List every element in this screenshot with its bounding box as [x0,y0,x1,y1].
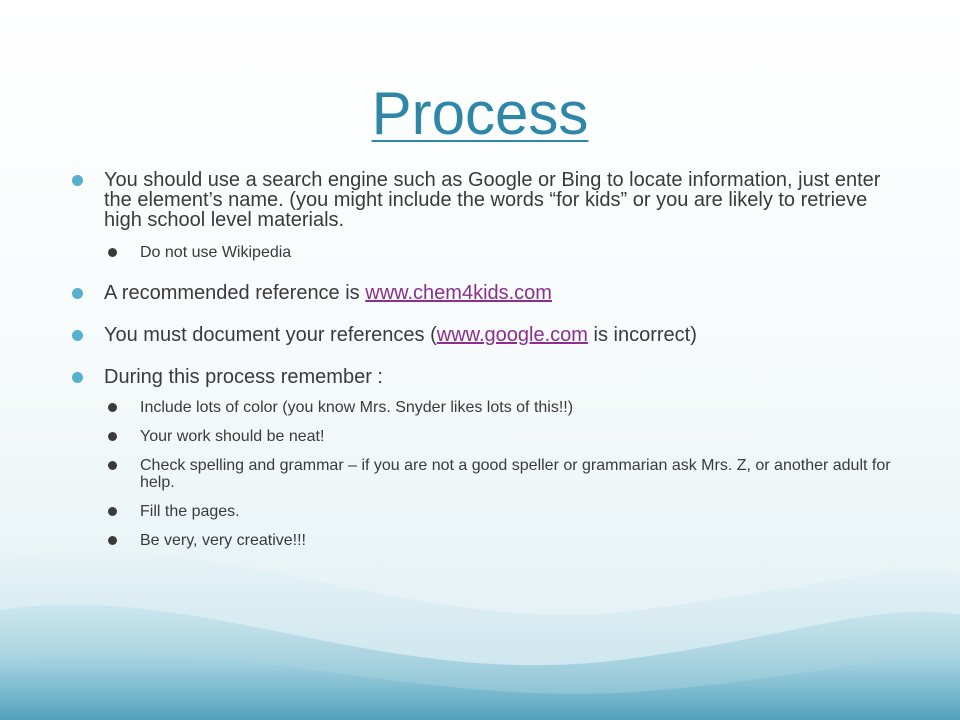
bullet-text: You should use a search engine such as Google or Bing to locate information, just enter the element’s name. (you might include the words “for kids” or you are likely to retrieve high school level materials. [104,169,881,231]
google-link[interactable]: www.google.com [436,324,588,346]
slide-title: Process [371,80,589,147]
sub-bullet-item [104,532,900,549]
sub-bullet-text: Include lots of color (you know Mrs. Snyder likes lots of this!!) [140,399,574,416]
bullet-dot-icon [72,372,83,383]
sub-bullet-list [104,244,900,261]
bullet-dot-icon [72,330,83,341]
bullet-dot-icon [72,288,83,299]
sub-bullet-item [104,457,900,491]
bullet-text: During this process remember : [104,366,383,388]
sub-bullet-item [104,244,900,261]
sub-bullet-list [104,399,900,549]
sub-bullet-text: Your work should be neat! [140,428,325,445]
sub-bullet-text: Do not use Wikipedia [140,244,292,261]
bullet-list [70,170,900,549]
sub-bullet-item [104,503,900,520]
sub-bullet-dot-icon [108,248,117,257]
bullet-text-suffix: is incorrect) [587,324,697,346]
sub-bullet-text: Be very, very creative!!! [140,532,306,549]
bullet-remember [70,367,900,549]
sub-bullet-dot-icon [108,403,117,412]
bullet-dot-icon [72,175,83,186]
sub-bullet-dot-icon [108,432,117,441]
slide-content [70,170,900,561]
bullet-search-engine [70,170,900,261]
bullet-text: You must document your references ( [104,324,437,346]
sub-bullet-dot-icon [108,507,117,516]
chem4kids-link[interactable]: www.chem4kids.com [365,282,552,304]
sub-bullet-text: Check spelling and grammar – if you are not a good speller or grammarian ask Mrs. Z, or another adult for help. [140,457,891,491]
sub-bullet-item [104,428,900,445]
sub-bullet-dot-icon [108,536,117,545]
bullet-document-references [70,325,900,345]
sub-bullet-text: Fill the pages. [140,503,240,520]
bullet-text: A recommended reference is [104,282,366,304]
bullet-recommended-reference [70,283,900,303]
sub-bullet-dot-icon [108,461,117,470]
sub-bullet-item [104,399,900,416]
